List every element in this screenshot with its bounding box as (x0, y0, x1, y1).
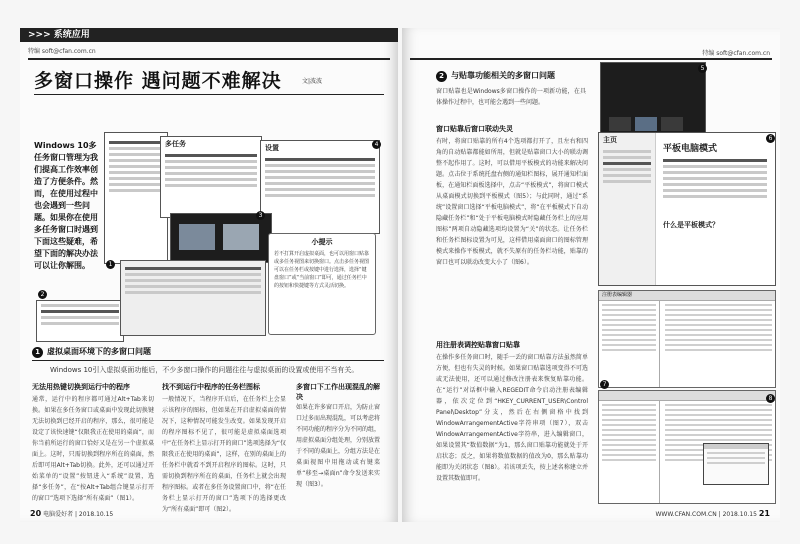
article-title: 多窗口操作 遇问题不难解决 (34, 70, 282, 92)
title-rule (34, 94, 384, 95)
author-email: 特编 soft@cfan.com.cn (28, 48, 96, 55)
multitask-settings-screenshot (160, 136, 262, 218)
section-2-lead: 窗口贴靠也是Windows多窗口操作的一项新功能，在具体操作过程中，也可能会遇到一些问题。 (436, 88, 586, 106)
section-band (20, 28, 398, 42)
tablet-mode-settings-screenshot (598, 132, 776, 286)
page-number: 21 (758, 509, 770, 518)
intro-text: Windows 10多任务窗口管理为我们提高工作效率创造了方便条件。然而，在使用过程中也会遇到一些问题。如果你在使用多任务窗口时遇到下面这些疑难，希望下面的解决办法可以让你解围。 (34, 141, 98, 270)
section-2-title: 与贴靠功能相关的多窗口问题 (451, 71, 555, 80)
tablet-mode-footer: 什么是平板模式？ (663, 221, 719, 229)
byline: 文|波波 (302, 78, 323, 85)
section-label: >>> 系统应用 (28, 30, 90, 40)
figure-number: 7 (600, 380, 609, 389)
section-rule (32, 360, 384, 361)
settings-screenshot (260, 140, 380, 234)
column-2-text: 一般情况下，当程序开启后，在任务栏上会显示该程序的图标，但如果在开启虚拟桌面的情况下，这种情况可能发生改变。如果发现开启的程序图标不见了，很可能是虚拟桌面选项中“在任务栏上显示打开的窗口”选项选择为“仅限我正在使用的桌面”，这样，在别的桌面上的任务栏中就看不到开启程序的图标。这时，只需切换到程序所在的桌面，任务栏上就会出现程序图标。或者在多任务设置窗口中，将“在任务栏上显示打开的窗口”选项下的选择更改为“所有桌面”即可（图2）。 (162, 396, 286, 513)
section-1-title: 虚拟桌面环境下的多窗口问题 (47, 347, 151, 356)
figure-number: 4 (372, 140, 381, 149)
column-2-heading: 找不到运行中程序的任务栏图标 (162, 383, 260, 391)
column-1-text: 通常，运行中的程序都可通过Alt+Tab来切换。如果在多任务窗口或桌面中发现此切换键无法切换到已经开启的程序，那么，很可能是设定了该快速键“仅限我正在使用的桌面”，而你当前所运行的窗口恰好又是在另一个虚拟桌面上。这时，只需切换到程序所在的桌面，然后即可用Alt+Tab切换。此外，还可以通过开始菜单的“设置”按钮进入“系统”设置，选择“多任务”，在“按Alt+Tab组合键显示打开的窗口”选项下选择“所有桌面”（图1）。 (32, 396, 154, 502)
sub-1-heading: 窗口贴靠后窗口联动失灵 (436, 125, 513, 133)
top-rule (410, 58, 772, 60)
tip-title: 小提示 (311, 238, 333, 246)
author-email: 特编 soft@cfan.com.cn (702, 50, 770, 57)
figure-number: 2 (38, 290, 47, 299)
column-1-heading: 无法用热键切换到运行中的程序 (32, 383, 130, 391)
tip-box (268, 233, 376, 335)
desktop-view-screenshot (120, 260, 266, 336)
shot-title-settings: 设置 (265, 144, 279, 152)
registry-editor-screenshot-1 (598, 290, 776, 388)
section-number: 2 (436, 71, 447, 82)
footer-text: 电脑爱好者 | 2018.10.15 (43, 511, 114, 518)
section-1-heading (32, 346, 151, 358)
left-page (20, 28, 398, 522)
figure-number: 8 (766, 394, 775, 403)
column-3-heading: 多窗口下工作出现混乱的解决 (296, 383, 380, 401)
right-page (402, 28, 780, 522)
figure-2-screenshot (36, 300, 124, 342)
registry-editor-screenshot-2 (598, 390, 776, 504)
figure-number: 3 (256, 211, 265, 220)
figure-1-screenshot (104, 132, 168, 264)
registry-title-bar: 注册表编辑器 (599, 291, 775, 301)
section-1-lead: Windows 10引入虚拟桌面功能后，不少多窗口操作的问题往往与虚拟桌面的设置或使用不当有关。 (50, 366, 359, 374)
sub-2-heading: 用注册表调控贴靠窗口贴靠 (436, 341, 520, 349)
right-footer (655, 509, 770, 518)
page-number: 20 (30, 509, 42, 518)
footer-text: WWW.CFAN.COM.CN | 2018.10.15 (655, 511, 757, 518)
section-2-heading (436, 70, 555, 82)
sub-1-text: 有时，将窗口贴靠的所有4个选项都打开了，且左右和四角的自动贴靠都能如所用，但就是贴靠窗口大小的联动调整不起作用了。这时，可以借用平板模式的功能来解决问题。点击位于系统托盘右侧的通知栏图标，展开通知栏面板，在通知栏面板选择中，点击“平板模式”，将窗口模式从桌面模式切换到平板模式（图5）；与此同时，通过“系统”设置窗口选择“平板电脑模式”，将“在平板模式下自动隐藏任务栏”和“处于平板电脑模式时隐藏任务栏上的应用图标”两项自动隐藏选项均设置为“关”的状态。让任务栏和任务栏图标设置为可见，这样借用桌面窗口的图标管理模式来操作平板模式，就不失原有的任务栏功能，贴靠的窗口也可以联动改变大小了（图6）。 (436, 138, 588, 266)
figure-number: 6 (766, 134, 775, 143)
edit-string-dialog (703, 443, 769, 485)
left-footer (30, 509, 113, 518)
settings-home-label: 主页 (603, 136, 617, 144)
figure-number: 5 (698, 64, 707, 73)
sub-2-text: 在操作多任务窗口时，随手一丢的窗口贴靠方法虽然简单方便，但也有失灵的时候。如果窗口贴靠选项变得不可选或无法使用，还可以通过修改注册表来恢复贴靠功能。在“运行”对话框中输入REGEDIT命令启动注册表编辑器，依次定位到“HKEY_CURRENT_USER\Control Panel\Desktop”分支，然后在右侧窗格中找到WindowArrangementActive字符串项（图7），双击WindowArrangementActive字符串，进入编辑窗口，如果设置其“数值数据”为1，那么窗口贴靠功能就处于开启状态；反之，如果将数值数据的值改为0，那么贴靠功能即为关闭状态（图8）。若该项丢失，按上述名称建立并设置其数值即可。 (436, 354, 588, 482)
figure-3-screenshot (170, 213, 272, 263)
shot-title-multitask: 多任务 (165, 140, 186, 148)
tablet-mode-title: 平板电脑模式 (663, 144, 718, 154)
tip-text: 若不打算开启虚拟桌面，也可以用窗口贴靠或多任务视图来切换窗口。点击多任务视图可以在任务栏或按键中进行选择，选择“键盘窗口”或“当前窗口”即可，通过任务栏中的按钮和快捷键等方式灵活切换。 (274, 251, 370, 289)
figure-number: 1 (106, 260, 115, 269)
top-rule (28, 58, 390, 60)
column-3-text: 如果在许多窗口开启，为防止窗口过多而出现混乱，可以考虑将不同功能的程序分为不同的组，用虚拟桌面分组处理，分别放置于不同的桌面上，分组方法是在桌面视图中用拖动或右键菜单“移至→桌面n”命令发送来实现（图3）。 (296, 404, 381, 488)
section-number: 1 (32, 347, 43, 358)
